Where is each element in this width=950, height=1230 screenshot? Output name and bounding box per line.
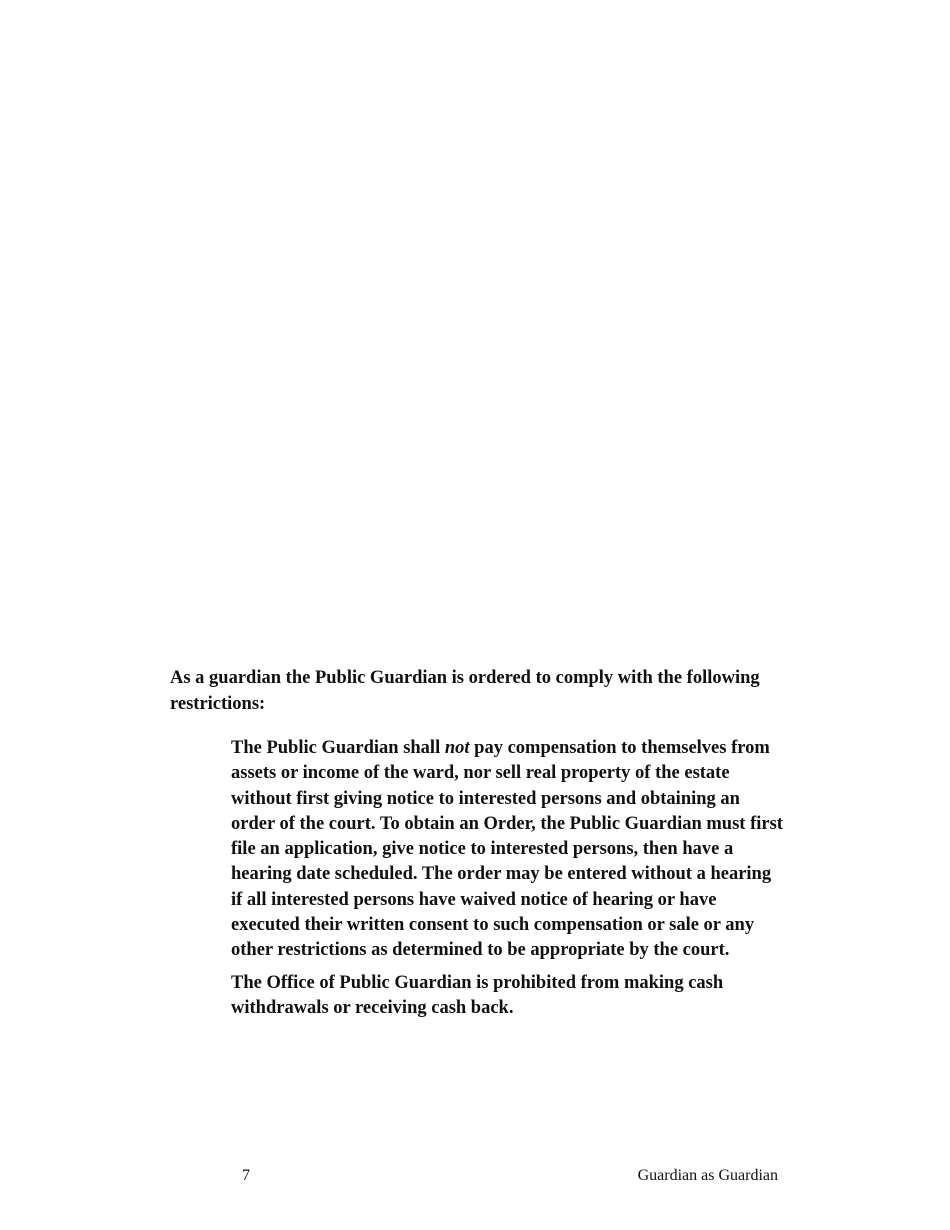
- restriction-compensation: [231, 736, 786, 964]
- restriction-compensation-rest: pay compensation to themselves from assets or income of the ward, nor sell real property of the estate without first giving notice to interested persons and obtaining an order of the court. To obtain an Order, the Public Guardian must first file an application, give notice to interested persons, then have a hearing date scheduled. The order may be entered without a hearing if all interested persons have waived notice of hearing or have executed their written consent to such compensation or sale or any other restrictions as determined to be appropriate by the court.: [231, 738, 783, 961]
- footer-document-title: Guardian as Guardian: [637, 1167, 778, 1184]
- restriction-cash-withdrawal: The Office of Public Guardian is prohibited from making cash withdrawals or receiving cash back.: [231, 972, 724, 1018]
- restriction-emphasis-not: not: [444, 738, 470, 758]
- restriction-compensation-start: The Public Guardian shall: [231, 738, 445, 758]
- restrictions-block: [231, 736, 786, 1028]
- footer-page-number: 7: [242, 1167, 250, 1184]
- intro-paragraph: As a guardian the Public Guardian is ordered to comply with the following restrictions:: [170, 668, 760, 714]
